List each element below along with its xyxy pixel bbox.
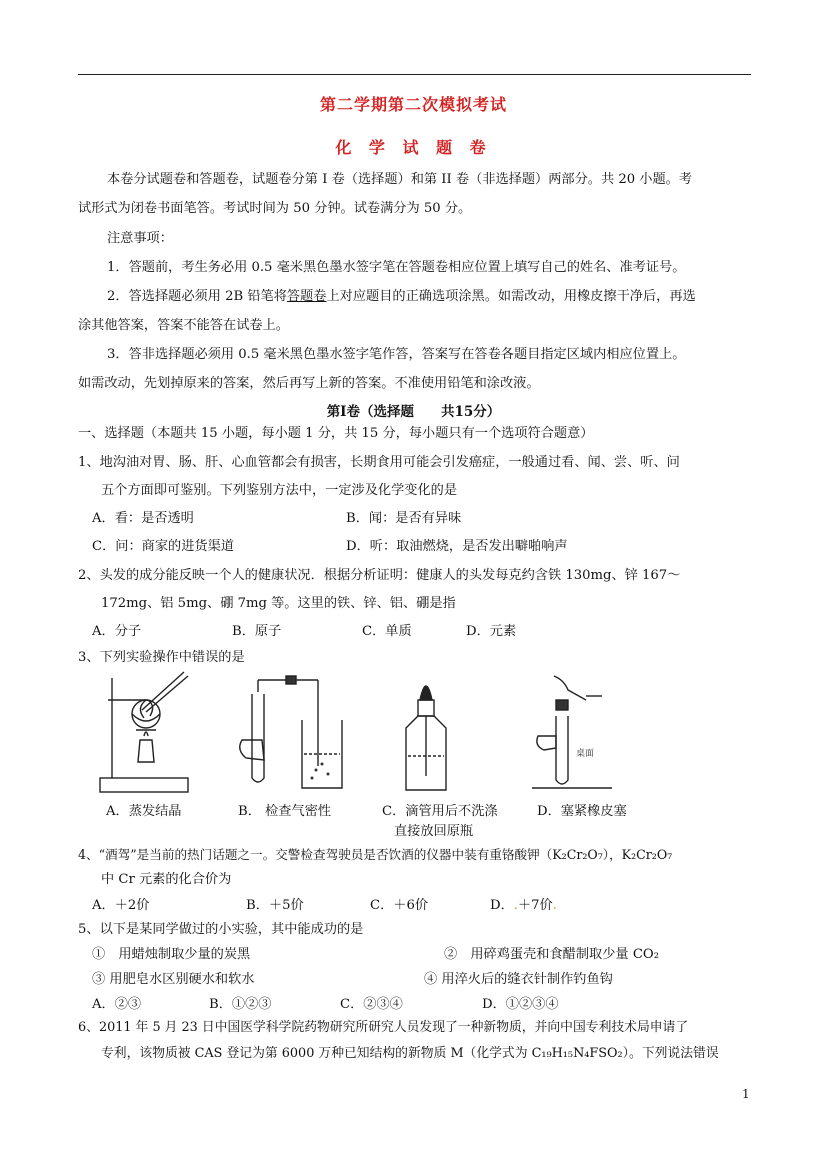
q4-option-c: C．＋6价 <box>370 898 429 913</box>
table-label: 桌面 <box>576 749 595 759</box>
q5-option-d: D．①②③④ <box>482 997 559 1012</box>
q2-option-a: A．分子 <box>92 624 142 639</box>
q2-stem-2: 172mg、铝 5mg、硼 7mg 等。这里的铁、锌、铝、硼是指 <box>101 596 456 611</box>
q4-option-d-label: D． <box>490 898 514 913</box>
q2-stem-1: 2、头发的成分能反映一个人的健康状况．根据分析证明：健康人的头发每克约含铁 130mg、锌 167～ <box>78 568 681 583</box>
note-2-line-1 <box>107 287 696 307</box>
q1-option-c: C．问：商家的进货渠道 <box>92 539 234 554</box>
q5-item-1: ① 用蜡烛制取少量的炭黑 <box>92 947 251 962</box>
q4-stem-2: 中 Cr 元素的化合价为 <box>101 872 232 887</box>
q5-option-a: A．②③ <box>92 997 142 1012</box>
section-instruction: 一、选择题（本题共 15 小题，每小题 1 分，共 15 分，每小题只有一个选项符合题意） <box>78 426 594 441</box>
q3-option-a: A．蒸发结晶 <box>106 804 182 819</box>
notes-heading: 注意事项： <box>107 231 173 246</box>
q5-item-4: ④ 用淬火后的缝衣针制作钓鱼钩 <box>424 972 613 987</box>
header-rule <box>78 74 751 75</box>
note-1: 1．答题前，考生务必用 0.5 毫米黑色墨水签字笔在答题卷相应位置上填写自己的姓名、准考证号。 <box>107 260 686 275</box>
q3-option-c-line-2: 直接放回原瓶 <box>394 824 474 839</box>
q3-stem: 3、下列实验操作中错误的是 <box>78 650 245 665</box>
q2-option-b: B．原子 <box>232 624 282 639</box>
q2-option-d: D．元素 <box>466 624 517 639</box>
q5-option-b: B．①②③ <box>209 997 272 1012</box>
q5-item-2: ② 用碎鸡蛋壳和食醋制取少量 CO₂ <box>444 947 660 962</box>
rubber-stopper-figure <box>532 670 612 796</box>
q3-option-d: D．塞紧橡皮塞 <box>537 804 627 819</box>
section-title: 第Ⅰ卷（选择题 共15分） <box>326 404 501 420</box>
q2-option-c: C．单质 <box>362 624 412 639</box>
q5-stem: 5、以下是某同学做过的小实验，其中能成功的是 <box>78 922 364 937</box>
note-2-underlined: 答题卷 <box>286 289 327 304</box>
q4-option-d-end: . <box>552 898 557 913</box>
intro-line-1: 本卷分试题卷和答题卷，试题卷分第 I 卷（选择题）和第 II 卷（非选择题）两部分。共 20 小题。考 <box>107 172 693 187</box>
exam-subtitle: 化 学 试 题 卷 <box>335 138 492 157</box>
note-2-line-2: 涂其他答案，答案不能答在试卷上。 <box>78 318 289 333</box>
airtightness-check-figure <box>232 670 352 796</box>
q1-stem-2: 五个方面即可鉴别。下列鉴别方法中，一定涉及化学变化的是 <box>101 483 458 498</box>
q1-option-b: B．闻：是否有异味 <box>346 511 462 526</box>
q4-stem-1: 4、“酒驾”是当前的热门话题之一。交警检查驾驶员是否饮酒的仪器中装有重铬酸钾（K₂Cr₂O₇），K₂Cr₂O₇ <box>78 847 673 862</box>
q5-item-3: ③ 用肥皂水区别硬水和软水 <box>92 972 255 987</box>
intro-line-2: 试形式为闭卷书面笔答。考试时间为 50 分钟。试卷满分为 50 分。 <box>78 201 472 216</box>
q4-option-d-dot: . <box>513 898 518 913</box>
q6-stem-2: 专利，该物质被 CAS 登记为第 6000 万种已知结构的新物质 M（化学式为 C₁₉H₁₅N₄FSO₂）。下列说法错误 <box>101 1046 719 1061</box>
note-2-text: 2．答选择题必须用 2B 铅笔将 <box>107 289 287 304</box>
note-2-text-2: 上对应题目的正确选项涂黑。如需改动，用橡皮擦干净后，再选 <box>326 289 696 304</box>
dropper-bottle-figure <box>398 670 454 796</box>
page-number: 1 <box>742 1087 750 1101</box>
q4-option-b: B．＋5价 <box>246 898 304 913</box>
q4-option-a: A．＋2价 <box>92 898 150 913</box>
q3-option-c-line-1: C．滴管用后不洗涤 <box>382 804 498 819</box>
q1-option-a: A．看：是否透明 <box>92 511 194 526</box>
note-3-line-2: 如需改动，先划掉原来的答案，然后再写上新的答案。不准使用铅笔和涂改液。 <box>78 376 540 391</box>
q6-stem-1: 6、2011 年 5 月 23 日中国医学科学院药物研究所研究人员发现了一种新物质，并向中国专利技术局申请了 <box>78 1020 689 1035</box>
exam-title: 第二学期第二次模拟考试 <box>319 95 507 114</box>
q4-option-d <box>490 896 557 916</box>
q5-option-c: C．②③④ <box>340 997 403 1012</box>
evaporation-apparatus-figure <box>98 670 190 796</box>
q4-option-d-value: ＋7价 <box>517 898 553 913</box>
q1-option-d: D．听：取油燃烧，是否发出噼啪响声 <box>346 539 568 554</box>
q3-option-b: B． 检查气密性 <box>238 804 332 819</box>
q1-stem-1: 1、地沟油对胃、肠、肝、心血管都会有损害，长期食用可能会引发癌症，一般通过看、闻、尝、听、问 <box>78 455 680 470</box>
note-3-line-1: 3．答非选择题必须用 0.5 毫米黑色墨水签字笔作答，答案写在答卷各题目指定区域内相应位置上。 <box>107 347 686 362</box>
